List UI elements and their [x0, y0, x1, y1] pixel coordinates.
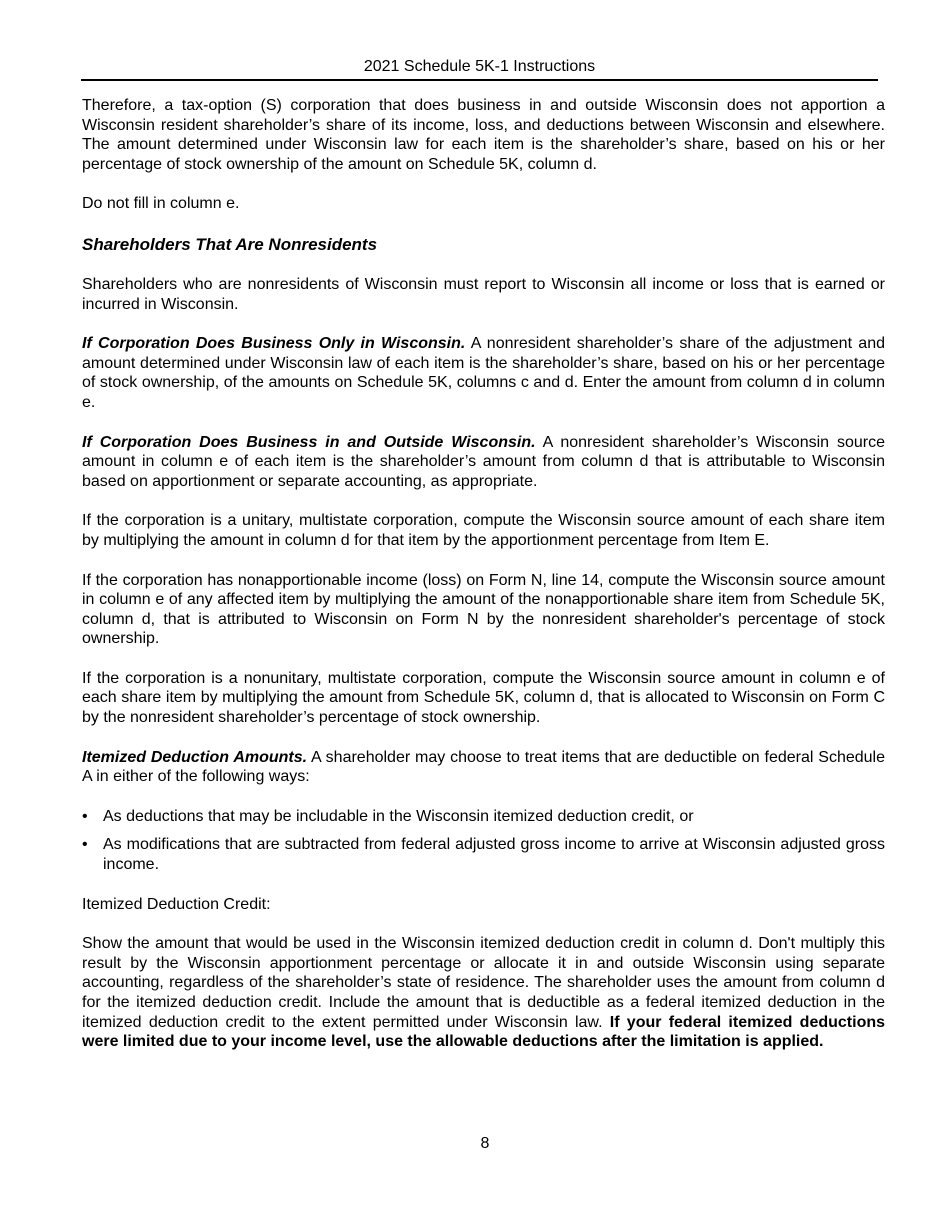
lead-business-in-outside-wisconsin: If Corporation Does Business in and Outside Wisconsin.	[82, 433, 536, 451]
list-item-text: As modifications that are subtracted from federal adjusted gross income to arrive at Wisconsin adjusted gross income.	[103, 836, 885, 874]
lead-itemized-deduction-amounts: Itemized Deduction Amounts.	[82, 748, 308, 766]
text-itemized-deduction-amounts: A shareholder may choose to treat items that are deductible on federal Schedule A in either of the following ways:	[82, 748, 885, 786]
list-item	[82, 835, 885, 874]
paragraph-itemized-deduction-amounts	[82, 748, 885, 787]
paragraph-unitary-corporation: If the corporation is a unitary, multistate corporation, compute the Wisconsin source amount of each share item by multiplying the amount in column d for that item by the apportionment percentage from Item E.	[82, 512, 885, 549]
bold-limitation-note: If your federal itemized deductions were limited due to your income level, use the allowable deductions after the limitation is applied.	[82, 1013, 886, 1051]
paragraph-nonapportionable-income: If the corporation has nonapportionable income (loss) on Form N, line 14, compute the Wisconsin source amount in column e of any affected item by multiplying the amount of the nonapportionable share item from Schedule 5K, column d, that is attributed to Wisconsin on Form N by the nonresident shareholder's percentage of stock ownership.	[82, 571, 885, 648]
header-divider	[81, 79, 878, 81]
section-heading-nonresidents: Shareholders That Are Nonresidents	[82, 234, 378, 254]
paragraph-nonunitary-corporation: If the corporation is a nonunitary, multistate corporation, compute the Wisconsin source amount in column e of each share item by multiplying the amount from Schedule 5K, column d, that is allocated to Wisconsin on Form C by the nonresident shareholder’s percentage of stock ownership.	[82, 669, 885, 727]
text-itemized-deduction-credit: Show the amount that would be used in the Wisconsin itemized deduction credit in column d. Don't multiply this result by the Wisconsin apportionment percentage or allocate it in and outside Wisconsin using separate accounting, regardless of the shareholder’s state of residence. The shareholder uses the amount from column d for the itemized deduction credit. Include the amount that is deductible as a federal itemized deduction in the itemized deduction credit to the extent permitted under Wisconsin law.	[82, 935, 885, 1031]
paragraph-resident-apportionment: Therefore, a tax-option (S) corporation that does business in and outside Wisconsin does not apportion a Wisconsin resident shareholder’s share of its income, loss, and deductions between Wisconsin and elsewhere. The amount determined under Wisconsin law for each item is the shareholder’s share, based on his or her percentage of stock ownership of the amount on Schedule 5K, column d.	[82, 97, 885, 173]
bullet-icon: •	[82, 807, 88, 825]
bullet-icon: •	[82, 836, 88, 854]
paragraph-nonresidents-report: Shareholders who are nonresidents of Wisconsin must report to Wisconsin all income or loss that is earned or incurred in Wisconsin.	[82, 275, 885, 313]
paragraph-business-only-wisconsin	[82, 334, 885, 412]
paragraph-business-in-outside-wisconsin	[82, 433, 885, 492]
lead-business-only-wisconsin: If Corporation Does Business Only in Wisconsin.	[82, 335, 466, 353]
document-body	[82, 96, 885, 1072]
list-item	[82, 807, 885, 827]
paragraph-column-e-note: Do not fill in column e.	[82, 195, 240, 213]
text-business-only-wisconsin: A nonresident shareholder’s share of the adjustment and amount determined under Wisconsin law of each item is the shareholder’s share, based on his or her percentage of stock ownership, of the amounts on Schedule 5K, columns c and d. Enter the amount from column d in column e.	[82, 335, 886, 411]
paragraph-itemized-deduction-credit-label: Itemized Deduction Credit:	[82, 895, 271, 913]
paragraph-itemized-deduction-credit	[82, 934, 885, 1052]
deduction-options-list	[82, 807, 885, 875]
list-item-text: As deductions that may be includable in the Wisconsin itemized deduction credit, or	[103, 807, 694, 825]
page-header-title: 2021 Schedule 5K-1 Instructions	[363, 58, 596, 75]
text-business-in-outside-wisconsin: A nonresident shareholder’s Wisconsin source amount in column e of each item is the shareholder’s amount from column d that is attributable to Wisconsin based on apportionment or separate accounting, as appropriate.	[82, 433, 885, 490]
page-number: 8	[480, 1135, 490, 1152]
